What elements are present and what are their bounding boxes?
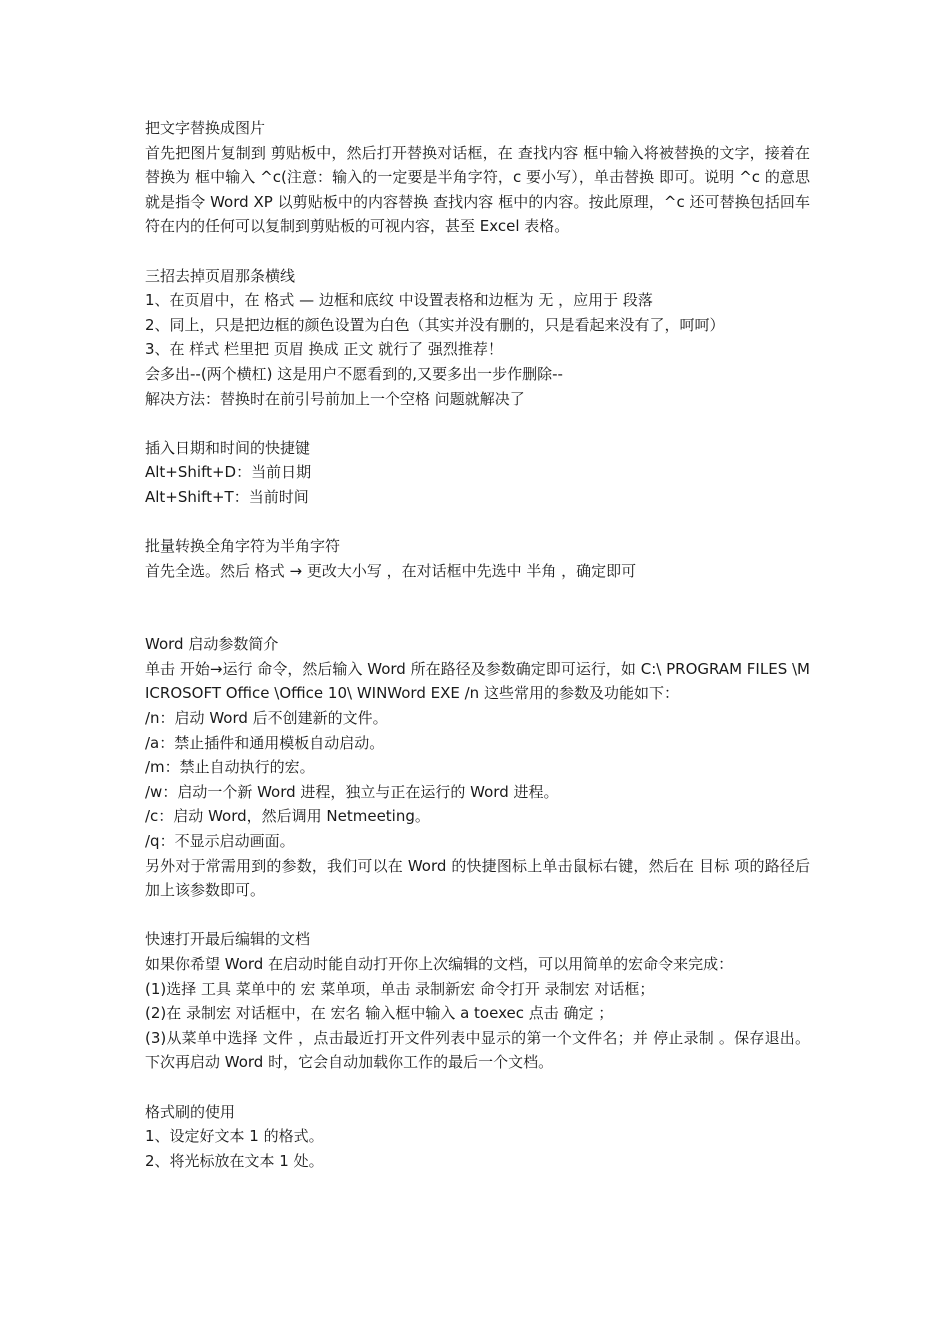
list-item: /a：禁止插件和通用模板自动启动。 — [145, 733, 385, 752]
list-item: /c：启动 Word，然后调用 Netmeeting。 — [145, 807, 430, 826]
list-item: 如果你希望 Word 在启动时能自动打开你上次编辑的文档，可以用简单的宏命令来完成： — [145, 955, 734, 973]
list-item: 1、设定好文本 1 的格式。 — [145, 1127, 324, 1146]
section-paragraph: 首先把图片复制到 剪贴板中，然后打开替换对话框，在 查找内容 框中输入将被替换的文字，接着在 替换为 框中输入 ^c(注意：输入的一定要是半角字符，c 要小写），单击替换 即可。说明 ^c 的意思就是指令 Word XP 以剪贴板中的内容替换 查找内容 框中的内容。按此原理，^c 还可替换包括回车符在内的任何可以复制到剪贴板的可视内容，甚至 Excel 表格。 — [145, 143, 810, 236]
list-item: 2、同上，只是把边框的颜色设置为白色（其实并没有删的，只是看起来没有了，呵呵） — [145, 315, 725, 334]
list-item: (2)在 录制宏 对话框中，在 宏名 输入框中输入 a toexec 点击 确定 ； — [145, 1004, 614, 1023]
section-title: 三招去掉页眉那条横线 — [145, 266, 296, 285]
section-title: 插入日期和时间的快捷键 — [145, 438, 311, 457]
list-item: /q：不显示启动画面。 — [145, 832, 295, 851]
section-remove-header-line — [145, 264, 810, 412]
section-open-last-document — [145, 927, 810, 1075]
section-title: Word 启动参数简介 — [145, 635, 279, 654]
section-title: 格式刷的使用 — [145, 1102, 236, 1121]
list-item: 1、在页眉中，在 格式 — 边框和底纹 中设置表格和边框为 无 ，应用于 段落 — [145, 291, 653, 310]
section-paragraph: 单击 开始→运行 命令，然后输入 Word 所在路径及参数确定即可运行，如 C:\ PROGRAM FILES \MICROSOFT Office \Office 10\ WINWord EXE /n 这些常用的参数及功能如下： — [145, 659, 810, 703]
list-item: Alt+Shift+D：当前日期 — [145, 463, 312, 482]
section-title: 把文字替换成图片 — [145, 119, 266, 137]
section-title: 批量转换全角字符为半角字符 — [145, 537, 341, 556]
document-body — [145, 116, 810, 1198]
section-insert-date-time — [145, 436, 810, 510]
list-item: 首先全选。然后 格式 → 更改大小写 ，在对话框中先选中 半角 ，确定即可 — [145, 561, 637, 580]
section-paragraph: (3)从菜单中选择 文件 ，点击最近打开文件列表中显示的第一个文件名；并 停止录制 。保存退出。下次再启动 Word 时，它会自动加载你工作的最后一个文档。 — [145, 1028, 810, 1072]
list-item: (1)选择 工具 菜单中的 宏 菜单项，单击 录制新宏 命令打开 录制宏 对话框； — [145, 979, 655, 998]
section-replace-text-with-image — [145, 116, 810, 239]
section-title: 快速打开最后编辑的文档 — [145, 930, 311, 949]
list-item: /n：启动 Word 后不创建新的文件。 — [145, 709, 388, 728]
list-item: /m：禁止自动执行的宏。 — [145, 758, 315, 777]
section-paragraph: 另外对于常需用到的参数，我们可以在 Word 的快捷图标上单击鼠标右键，然后在 目标 项的路径后加上该参数即可。 — [145, 856, 810, 900]
list-item: 2、将光标放在文本 1 处。 — [145, 1151, 324, 1170]
section-word-startup-params — [145, 632, 810, 903]
section-fullwidth-to-halfwidth — [145, 534, 810, 583]
list-item: 解决方法：替换时在前引号前加上一个空格 问题就解决了 — [145, 389, 525, 408]
list-item: /w：启动一个新 Word 进程，独立与正在运行的 Word 进程。 — [145, 782, 559, 801]
section-format-painter — [145, 1100, 810, 1174]
list-item: 会多出--(两个横杠) 这是用户不愿看到的,又要多出一步作删除-- — [145, 364, 563, 383]
list-item: Alt+Shift+T：当前时间 — [145, 487, 309, 506]
list-item: 3、在 样式 栏里把 页眉 换成 正文 就行了 强烈推荐！ — [145, 340, 503, 359]
